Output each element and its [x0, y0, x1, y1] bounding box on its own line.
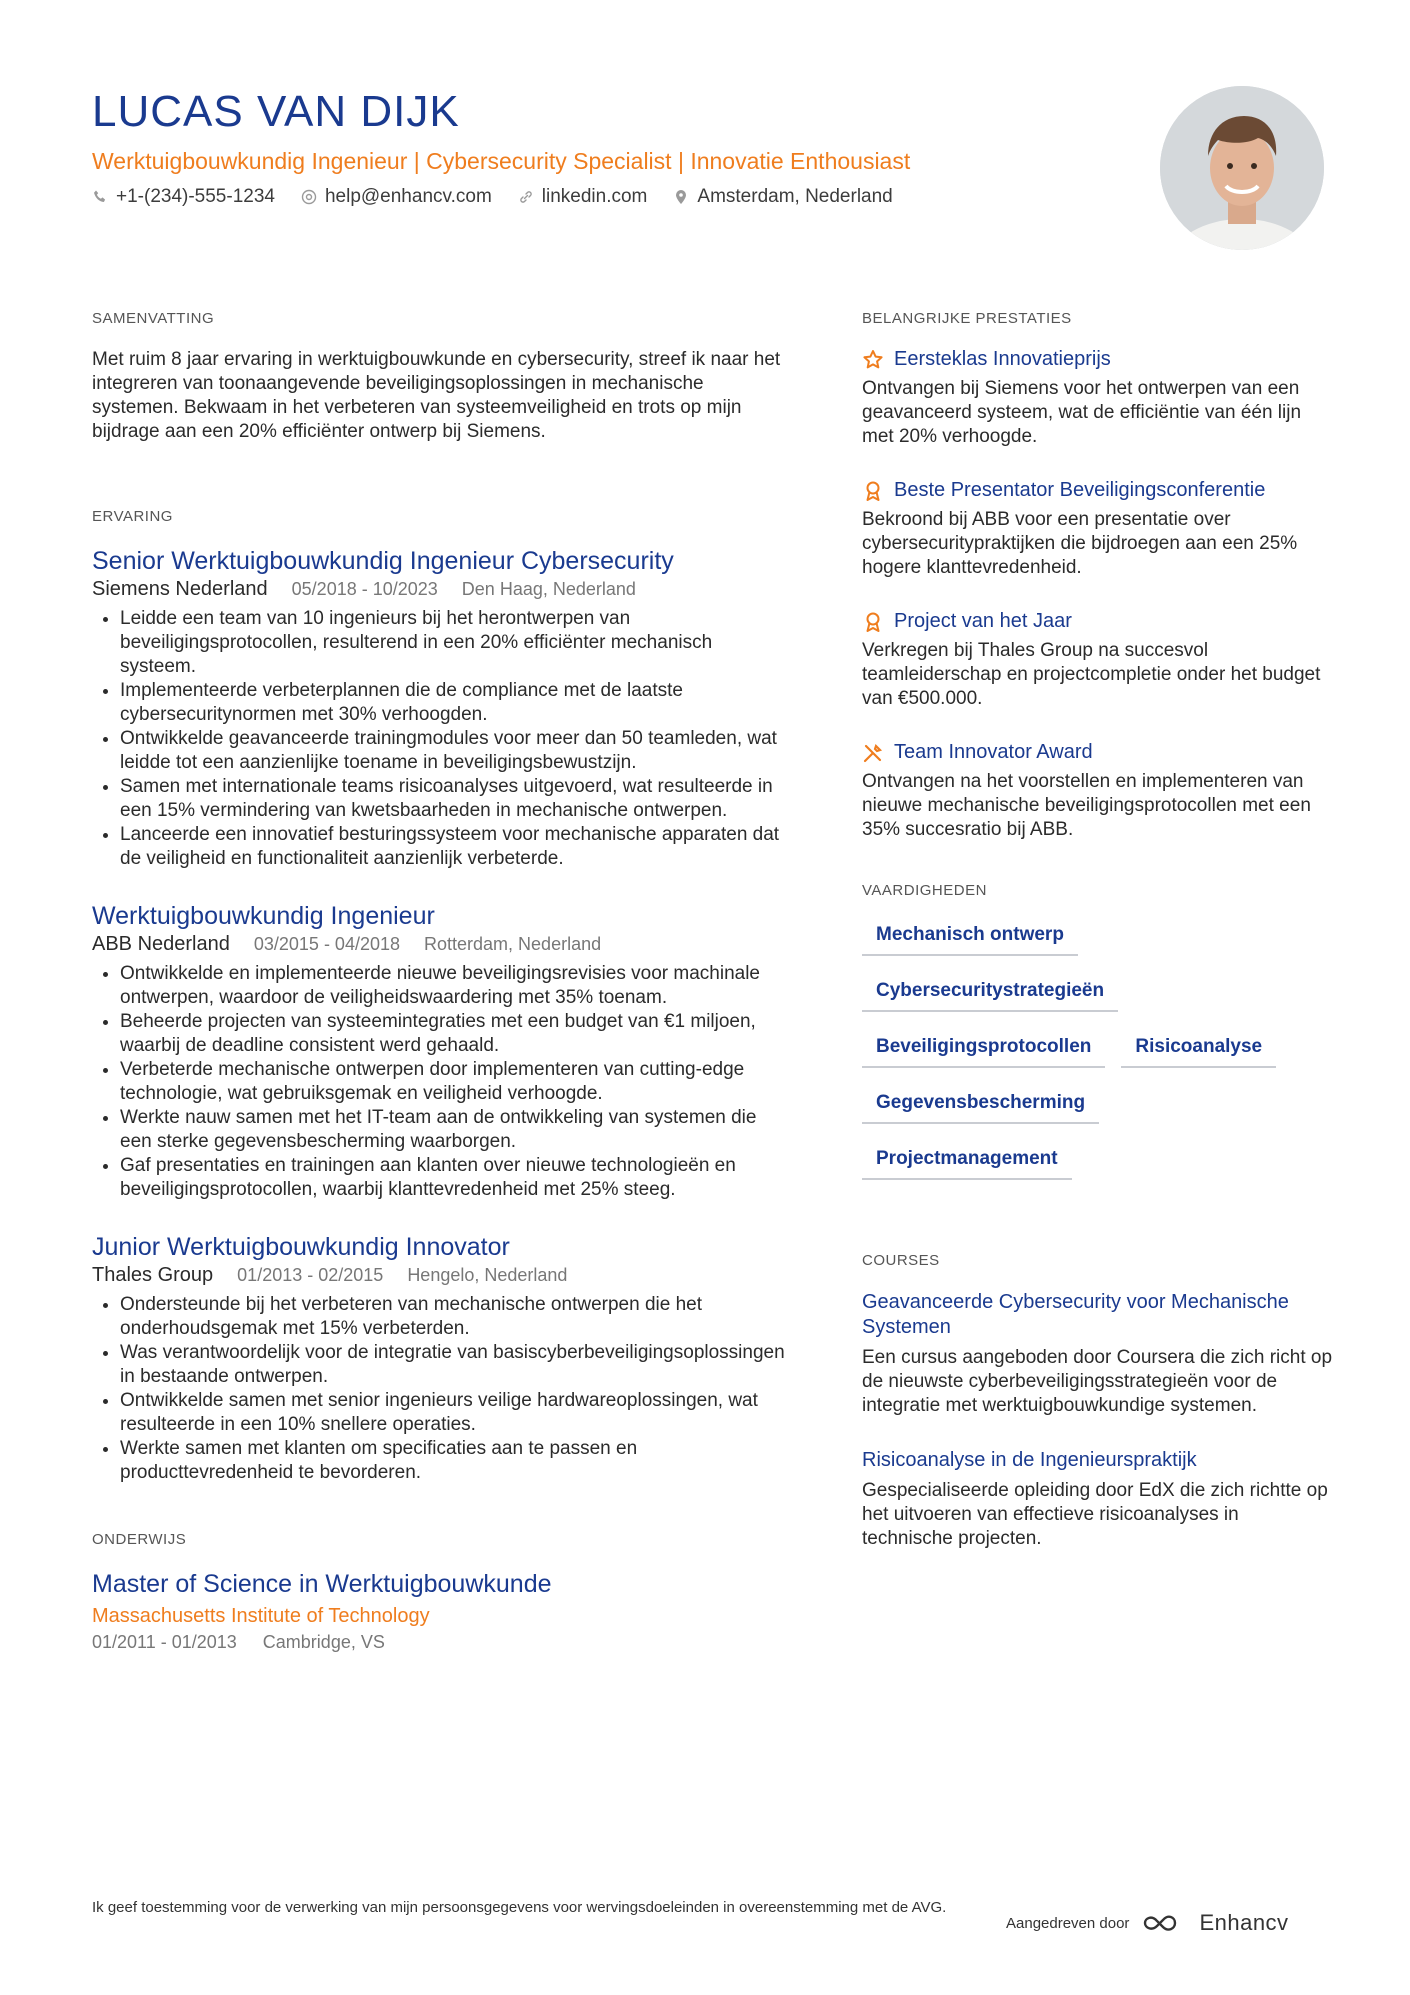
achievement-item	[862, 610, 1332, 711]
job-company: Siemens Nederland	[92, 578, 268, 600]
job-bullet: • Werkte nauw samen met het IT-team aan de ontwikkeling van systemen die een sterke gegevensbescherming waarborgen.	[120, 1106, 792, 1154]
enhancv-logo-icon	[1141, 1911, 1187, 1935]
profile-photo	[1160, 86, 1324, 250]
school-name: Massachusetts Institute of Technology	[92, 1605, 430, 1627]
job-bullet: • Verbeterde mechanische ontwerpen door implementeren van cutting-edge technologie, wat gebruiksgemak en veiligheid verhoogde.	[120, 1058, 792, 1106]
job-bullet: • Implementeerde verbeterplannen die de compliance met de laatste cybersecuritynormen met 30% verhoogden.	[120, 679, 792, 727]
job-dates: 03/2015 - 04/2018	[253, 934, 401, 954]
right-column	[862, 310, 1332, 1581]
experience-section	[92, 508, 792, 1485]
achievement-header	[862, 741, 1332, 764]
job-title: Senior Werktuigbouwkundig Ingenieur Cybersecurity	[92, 547, 674, 575]
phone-icon	[92, 189, 108, 205]
job-company: Thales Group	[92, 1264, 214, 1286]
achievement-title: Beste Presentator Beveiligingsconferentie	[894, 479, 1266, 501]
job-bullet: • Ontwikkelde samen met senior ingenieurs veilige hardwareoplossingen, wat resulteerde in een 10% snellere operaties.	[120, 1389, 792, 1437]
job-bullets	[92, 962, 792, 1202]
job-meta	[92, 933, 792, 956]
skills-section	[862, 882, 1332, 1180]
summary-heading: SAMENVATTING	[92, 310, 215, 327]
achievement-title: Project van het Jaar	[894, 610, 1072, 632]
job-bullet: • Beheerde projecten van systeemintegraties met een budget van €1 miljoen, waarbij de deadline consistent werd gehaald.	[120, 1010, 792, 1058]
education-dates: 01/2011 - 01/2013	[92, 1632, 237, 1652]
skill-tag: Mechanisch ontwerp	[862, 920, 1078, 956]
achievements-section	[862, 310, 1332, 842]
candidate-name: LUCAS VAN DIJK	[92, 87, 460, 136]
job-bullet: • Was verantwoordelijk voor de integratie van basiscyberbeveiligingsoplossingen in bestaande ontwerpen.	[120, 1341, 792, 1389]
skill-tag: Beveiligingsprotocollen	[862, 1032, 1105, 1068]
skills-list	[862, 920, 1322, 1180]
job-location: Rotterdam, Nederland	[424, 934, 602, 954]
course-title: Geavanceerde Cybersecurity voor Mechanische Systemen	[862, 1291, 1289, 1338]
achievement-header	[862, 479, 1332, 502]
footer-brand	[1006, 1910, 1289, 1936]
powered-by-text: Aangedreven door	[1006, 1914, 1130, 1932]
achievement-item	[862, 348, 1332, 449]
header	[92, 86, 1132, 208]
achievement-desc: Ontvangen na het voorstellen en implementeren van nieuwe mechanische beveiligingsprotocollen met een 35% succesratio bij ABB.	[862, 771, 1311, 840]
courses-section	[862, 1252, 1332, 1551]
contact-linkedin	[518, 186, 648, 208]
achievement-item	[862, 479, 1332, 580]
achievement-desc: Bekroond bij ABB voor een presentatie over cybersecuritypraktijken die bijdroegen aan een 25% hogere klanttevredenheid.	[862, 509, 1298, 578]
courses-heading: COURSES	[862, 1252, 940, 1269]
skills-heading: VAARDIGHEDEN	[862, 882, 987, 899]
job-entry	[92, 901, 792, 1202]
link-icon	[518, 189, 534, 205]
job-entry	[92, 1232, 792, 1485]
job-bullet: • Werkte samen met klanten om specificaties aan te passen en producttevredenheid te bevorderen.	[120, 1437, 792, 1485]
contact-row	[92, 186, 1132, 208]
job-bullet: • Leidde een team van 10 ingenieurs bij het herontwerpen van beveiligingsprotocollen, resulterend in een 20% efficiënter mechanisch systeem.	[120, 607, 792, 679]
award-icon	[862, 611, 884, 633]
summary-text: Met ruim 8 jaar ervaring in werktuigbouwkunde en cybersecurity, streef ik naar het integreren van toonaangevende beveiligingsoplossingen in mechanische systemen. Bekwaam in het verbeteren van systeemveiligheid en trots op mijn bijdrage aan een 20% efficiënter ontwerp bij Siemens.	[92, 349, 781, 442]
at-icon	[301, 189, 317, 205]
location-pin-icon	[673, 189, 689, 205]
skill-tag: Gegevensbescherming	[862, 1088, 1099, 1124]
job-title: Werktuigbouwkundig Ingenieur	[92, 902, 435, 930]
avatar	[1160, 86, 1324, 250]
achievement-title: Team Innovator Award	[894, 741, 1093, 763]
job-dates: 05/2018 - 10/2023	[291, 579, 438, 599]
job-bullet: • Samen met internationale teams risicoanalyses uitgevoerd, wat resulteerde in een 15% vermindering van kwetsbaarheden in mechanische ontwerpen.	[120, 775, 792, 823]
job-location: Hengelo, Nederland	[407, 1265, 568, 1285]
achievement-desc: Verkregen bij Thales Group na succesvol teamleiderschap en projectcompletie onder het budget van €500.000.	[862, 640, 1321, 709]
job-dates: 01/2013 - 02/2015	[237, 1265, 384, 1285]
consent-note: Ik geef toestemming voor de verwerking van mijn persoonsgegevens voor wervingsdoeleinden in overeenstemming met de AVG.	[92, 1899, 947, 1916]
contact-email	[301, 186, 492, 208]
job-entry	[92, 546, 792, 871]
course-title: Risicoanalyse in de Ingenieurspraktijk	[862, 1449, 1197, 1471]
left-column	[92, 310, 792, 1653]
job-bullet: • Gaf presentaties en trainingen aan klanten over nieuwe technologieën en beveiligingsprotocollen, waarbij klanttevredenheid met 25% steeg.	[120, 1154, 792, 1202]
course-item	[862, 1448, 1332, 1551]
job-meta	[92, 1264, 792, 1287]
job-location: Den Haag, Nederland	[461, 579, 636, 599]
contact-location	[673, 186, 892, 208]
job-bullet: • Ontwikkelde geavanceerde trainingmodules voor meer dan 50 teamleden, wat leidde tot een aanzienlijke toename in beveiligingsbewustzijn.	[120, 727, 792, 775]
skill-tag: Projectmanagement	[862, 1144, 1072, 1180]
job-bullet: • Lanceerde een innovatief besturingssysteem voor mechanische apparaten dat de veiligheid en functionaliteit aanzienlijk verbeterde.	[120, 823, 792, 871]
course-desc: Gespecialiseerde opleiding door EdX die zich richtte op het uitvoeren van effectieve risicoanalyses in technische projecten.	[862, 1480, 1328, 1549]
achievement-item	[862, 741, 1332, 842]
education-section	[92, 1531, 792, 1653]
job-bullets	[92, 607, 792, 871]
job-title: Junior Werktuigbouwkundig Innovator	[92, 1233, 510, 1261]
brand-name: Enhancv	[1199, 1910, 1289, 1935]
linkedin-text[interactable]: linkedin.com	[541, 186, 648, 207]
education-heading: ONDERWIJS	[92, 1531, 187, 1548]
award-icon	[862, 480, 884, 502]
job-bullet: • Ontwikkelde en implementeerde nieuwe beveiligingsrevisies voor machinale ontwerpen, waardoor de veiligheidswaardering met 35% toenam.	[120, 962, 792, 1010]
job-meta	[92, 578, 792, 601]
job-company: ABB Nederland	[92, 933, 230, 955]
skill-tag: Cybersecuritystrategieën	[862, 976, 1118, 1012]
contact-phone	[92, 186, 275, 208]
experience-heading: ERVARING	[92, 508, 173, 525]
tools-icon	[862, 742, 884, 764]
email-text[interactable]: help@enhancv.com	[324, 186, 492, 207]
location-text: Amsterdam, Nederland	[697, 186, 893, 207]
achievement-desc: Ontvangen bij Siemens voor het ontwerpen van een geavanceerd systeem, wat de efficiëntie van één lijn met 20% verhoogde.	[862, 378, 1302, 447]
summary-section	[92, 310, 792, 444]
achievement-title: Eersteklas Innovatieprijs	[894, 348, 1111, 370]
achievement-header	[862, 348, 1332, 371]
degree-title: Master of Science in Werktuigbouwkunde	[92, 1570, 552, 1598]
achievements-heading: BELANGRIJKE PRESTATIES	[862, 310, 1072, 327]
course-item	[862, 1290, 1332, 1418]
education-meta	[92, 1632, 792, 1653]
skill-tag: Risicoanalyse	[1121, 1032, 1276, 1068]
job-bullets	[92, 1293, 792, 1485]
achievement-header	[862, 610, 1332, 633]
job-bullet: • Ondersteunde bij het verbeteren van mechanische ontwerpen die het onderhoudsgemak met 15% verbeterden.	[120, 1293, 792, 1341]
course-desc: Een cursus aangeboden door Coursera die zich richt op de nieuwste cyberbeveiligingsstrategieën voor de integratie met werktuigbouwkundige systemen.	[862, 1347, 1333, 1416]
education-location: Cambridge, VS	[262, 1632, 385, 1652]
phone-text[interactable]: +1-(234)-555-1234	[116, 186, 275, 207]
headline: Werktuigbouwkundig Ingenieur | Cybersecurity Specialist | Innovatie Enthousiast	[92, 148, 911, 174]
star-icon	[862, 349, 884, 371]
